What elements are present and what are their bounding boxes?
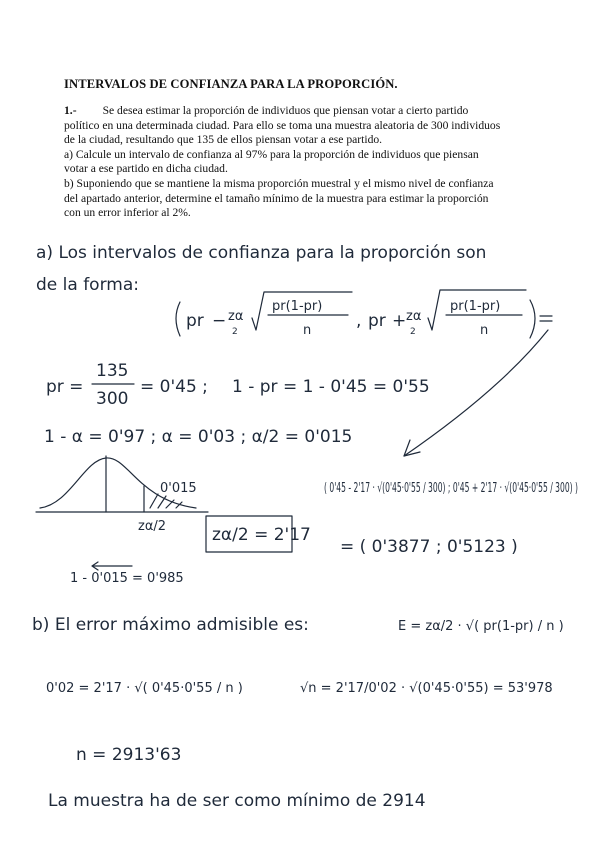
z-value: zα/2 = 2'17: [212, 525, 311, 545]
interval-result: = ( 0'3877 ; 0'5123 ): [340, 537, 518, 557]
curve-tail-hatch: [150, 494, 182, 508]
formula-minus: −: [212, 311, 227, 331]
b-conclusion: La muestra ha de ser como mínimo de 2914: [48, 791, 426, 811]
formula-num-right: pr(1-pr): [450, 299, 501, 314]
formula-plus: +: [392, 311, 407, 331]
curve-tail-label: 0'015: [160, 481, 197, 496]
alpha-line: 1 - α = 0'97 ; α = 0'03 ; α/2 = 0'015: [44, 427, 353, 447]
formula-z-right: zα: [406, 309, 422, 324]
one-minus-pr: 1 - pr = 1 - 0'45 = 0'55: [232, 377, 430, 397]
interval-substituted: ( 0'45 - 2'17 · √(0'45·0'55 / 300) ; 0'45 + 2'17 · √(0'45·0'55 / 300) ): [324, 481, 578, 496]
interval-formula: [176, 290, 552, 338]
pr-value: = 0'45 ;: [140, 377, 208, 397]
problem-part-b: b) Suponiendo que se mantiene la misma proporción muestral y el mismo nivel de confianza del apartado anterior, determine el tamaño mínimo de la muestra para estimar la proporción con un error inferior al 2%.: [64, 176, 494, 220]
problem-number: 1.-: [64, 104, 77, 117]
solution-a-intro-line1: a) Los intervalos de confianza para la proporción son: [36, 243, 487, 263]
formula-comma: ,: [356, 311, 362, 331]
normal-curve-sketch: [36, 456, 208, 586]
solution-b-intro: b) El error máximo admisible es:: [32, 615, 309, 635]
page-title: INTERVALOS DE CONFIANZA PARA LA PROPORCIÓN.: [64, 77, 398, 91]
b-sample-size: n = 2913'63: [76, 745, 182, 765]
curve-z-label: zα/2: [138, 519, 167, 534]
curve-below-label: 1 - 0'015 = 0'985: [70, 571, 184, 586]
formula-pr-left: pr: [186, 311, 204, 331]
error-formula: E = zα/2 · √( pr(1-pr) / n ): [398, 619, 564, 634]
pr-label: pr =: [46, 377, 84, 397]
formula-n-left: n: [303, 323, 312, 338]
b-equation-right: √n = 2'17/0'02 · √(0'45·0'55) = 53'978: [300, 681, 553, 696]
solution-a-intro-line2: de la forma:: [36, 275, 139, 295]
formula-z-left: zα: [228, 309, 244, 324]
curve-left-arrow: [92, 562, 132, 570]
formula-z-left-sub: 2: [232, 327, 238, 337]
b-equation-left: 0'02 = 2'17 · √( 0'45·0'55 / n ): [46, 681, 243, 696]
problem-part-a: a) Calcule un intervalo de confianza al 97% para la proporción de individuos que piensan votar a ese partido en dicha ciudad.: [64, 147, 479, 176]
formula-pr-right: pr: [368, 311, 386, 331]
formula-close-paren: [530, 300, 535, 338]
problem-text-1: Se desea estimar la proporción de individuos que piensan votar a cierto partido político en una determinada ciudad. Para ello se toma una muestra aleatoria de 300 individuos de la ciudad, resultando que 135 de ellos piensan votar a ese partido.: [64, 104, 501, 147]
pr-numerator: 135: [96, 361, 129, 381]
formula-z-right-sub: 2: [410, 327, 416, 337]
formula-open-paren: [176, 302, 180, 336]
formula-num-left: pr(1-pr): [272, 299, 323, 314]
pr-denominator: 300: [96, 389, 129, 409]
formula-n-right: n: [480, 323, 489, 338]
